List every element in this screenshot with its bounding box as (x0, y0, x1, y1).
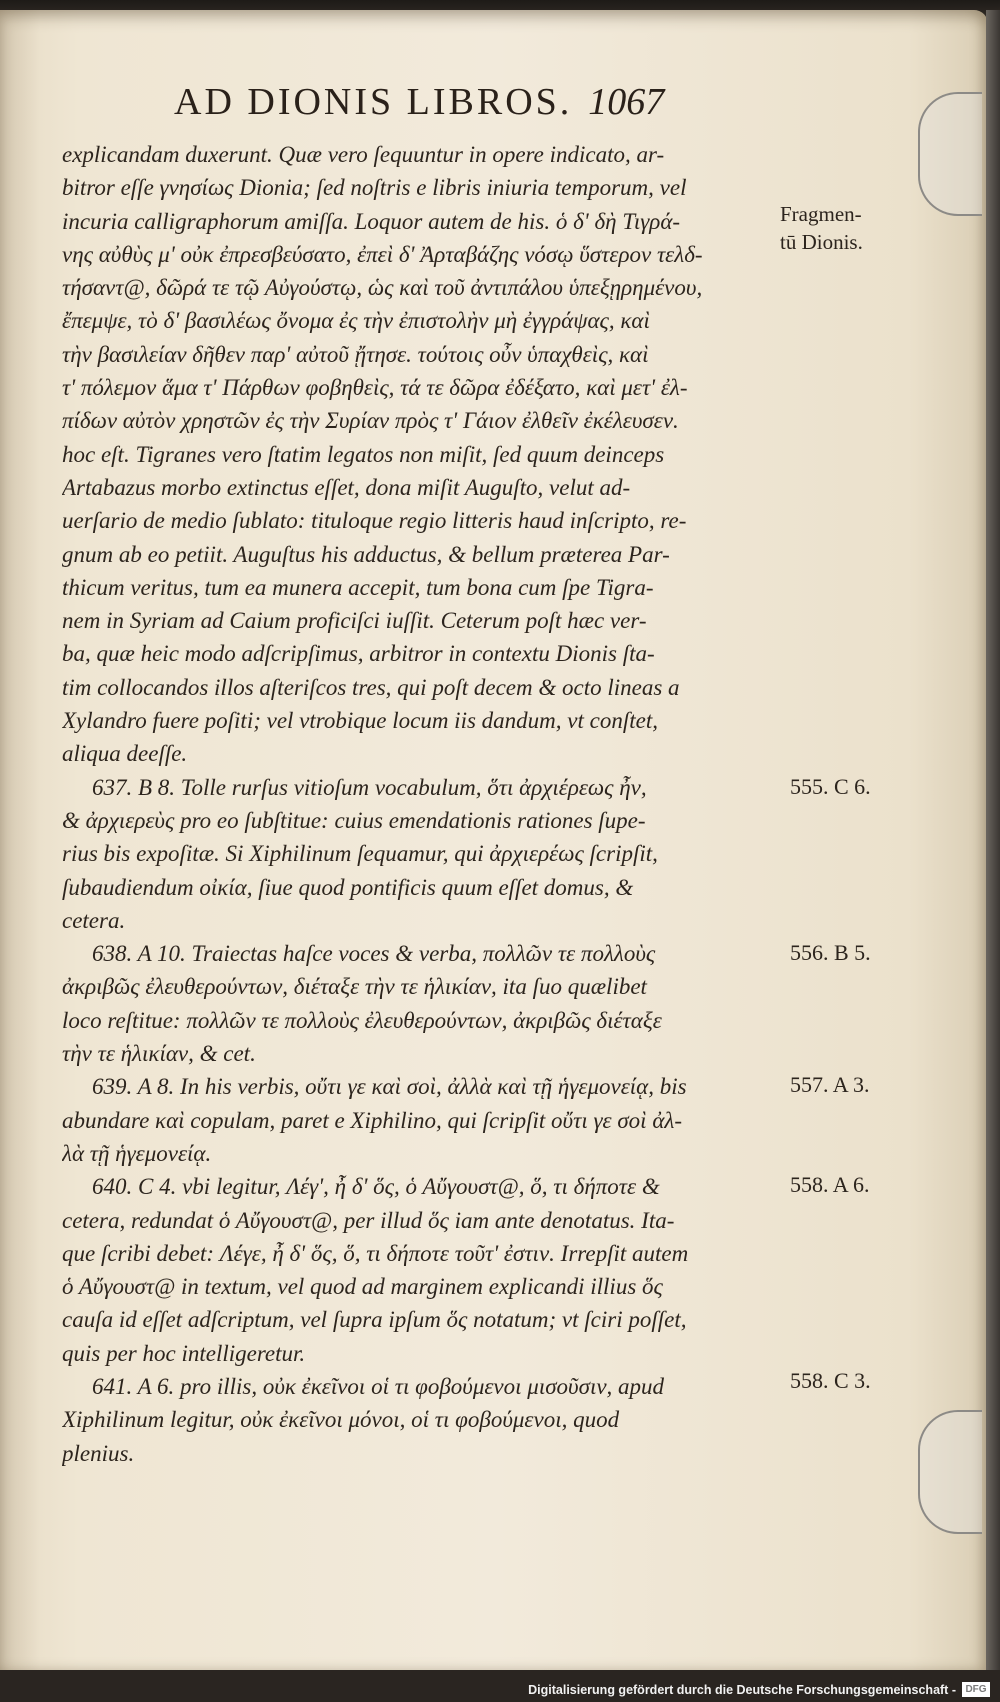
text-line: explicandam duxerunt. Quæ vero ſequuntur in opere indicato, ar- (62, 142, 665, 167)
text-line: gnum ab eo petiit. Auguſtus his adductus, & bellum præterea Par- (62, 541, 670, 567)
text-line: abundare καὶ copulam, paret e Xiphilino, qui ſcripſit οὔτι γε σοὶ ἀλ- (62, 1107, 683, 1133)
note-638-start: 638. A 10. Traiectas haſce voces & verba, πολλῶν τε πολλοὺς (92, 941, 656, 967)
text-line: Xiphilinum legitur, οὐκ ἐκεῖνοι μόνοι, οἱ τι φοβούμενοι, quod (62, 1407, 620, 1433)
text-line: ba, quæ heic modo adſcripſimus, arbitror in contextu Dionis ſta- (62, 641, 655, 667)
text-line: loco reſtitue: πολλῶν τε πολλοὺς ἐλευθερούντων, ἀκριβῶς διέταξε (62, 1007, 662, 1033)
text-line: uerſario de medio ſublato: tituloque regio litteris haud inſcripto, re- (62, 508, 687, 534)
note-640-start: 640. C 4. vbi legitur, Λέγ', ἦ δ' ὅς, ὁ Αὔγουστ@, ὅ, τι δήποτε & (92, 1174, 660, 1200)
text-line: incuria calligraphorum amiſſa. Loquor autem de his. ὁ δ' δὴ Τιγρά- (62, 208, 681, 234)
dfg-logo-icon: DFG (962, 1682, 990, 1697)
text-line-greek: νης αὐθὺς μ' οὐκ ἐπρεσβεύσατο, ἐπεὶ δ' Ἀρταβάζης νόσῳ ὕστερον τελδ- (62, 241, 703, 267)
text-line: τὴν τε ἡλικίαν, & cet. (62, 1041, 256, 1067)
margin-ref-640: 558. A 6. (790, 1172, 870, 1197)
text-line-greek: τ' πόλεμον ἅμα τ' Πάρθων φοβηθεὶς, τά τε δῶρα ἐδέξατο, καὶ μετ' ἐλ- (62, 375, 688, 401)
margin-ref-638: 556. B 5. (790, 940, 871, 965)
book-edge (986, 10, 1000, 1670)
running-header (174, 80, 794, 130)
text-line: bitror eſſe γνησίως Dionia; ſed noſtris e libris iniuria temporum, vel (62, 175, 687, 201)
text-line: Xylandro fuere poſiti; vel vtrobique locum iis dandum, vt conſtet, (62, 708, 658, 734)
margin-ref-639: 557. A 3. (790, 1072, 870, 1097)
gutter-shadow (0, 10, 40, 1670)
text-line: rius bis expoſitæ. Si Xiphilinum ſequamur, qui ἀρχιερέως ſcripſit, (62, 841, 658, 867)
text-line: ὁ Αὔγουστ@ in textum, vel quod ad marginem explicandi illius ὅς (62, 1274, 663, 1300)
text-line: Artabazus morbo extinctus eſſet, dona miſit Auguſto, velut ad- (62, 474, 631, 500)
text-line: ſubaudiendum οἰκία, ſiue quod pontificis quum eſſet domus, & (62, 874, 634, 900)
text-line-greek: τὴν βασιλείαν δῆθεν παρ' αὐτοῦ ᾔτησε. τούτοις οὖν ὑπαχθεὶς, καὶ (62, 341, 649, 367)
page-clip-top (918, 92, 982, 216)
text-line: quis per hoc intelligeretur. (62, 1340, 306, 1366)
text-line: cauſa id eſſet adſcriptum, vel ſupra ipſum ὅς notatum; vt ſciri poſſet, (62, 1307, 687, 1333)
text-line: que ſcribi debet: Λέγε, ἦ δ' ὅς, ὅ, τι δήποτε τοῦτ' ἐστιν. Irrepſit autem (62, 1240, 689, 1266)
note-641-start: 641. A 6. pro illis, οὐκ ἐκεῖνοι οἱ τι φοβούμενοι μισοῦσιν, apud (92, 1373, 665, 1399)
page-number: 1067 (588, 81, 665, 123)
digitization-credit: Digitalisierung gefördert durch die Deutsche Forschungsgemeinschaft - (528, 1683, 956, 1697)
note-639-start: 639. A 8. In his verbis, οὔτι γε καὶ σοὶ, ἀλλὰ καὶ τῇ ἡγεμονείᾳ, bis (92, 1074, 687, 1100)
text-line: cetera, redundat ὁ Αὔγουστ@, per illud ὅς iam ante denotatus. Ita- (62, 1207, 675, 1233)
text-line: aliqua deeſſe. (62, 741, 188, 767)
text-line: hoc eſt. Tigranes vero ſtatim legatos non miſit, ſed quum deinceps (62, 441, 665, 467)
page-clip-bottom (918, 1410, 982, 1534)
text-line: tim collocandos illos aſteriſcos tres, qui poſt decem & octo lineas a (62, 674, 680, 700)
margin-fragment-line-1: Fragmen- (780, 202, 862, 226)
margin-fragment-note (780, 200, 900, 256)
margin-ref-641: 558. C 3. (790, 1368, 871, 1393)
text-line: cetera. (62, 907, 126, 933)
text-line-greek: πίδων αὐτὸν χρηστῶν ἐς τὴν Συρίαν πρὸς τ' Γάιον ἐλθεῖν ἐκέλευσεν. (62, 408, 679, 434)
note-637-start: 637. B 8. Tolle rurſus vitioſum vocabulum, ὅτι ἀρχιέρεως ἦν, (92, 774, 647, 800)
text-line: plenius. (62, 1440, 135, 1466)
body-text (62, 138, 774, 1470)
margin-ref-637: 555. C 6. (790, 774, 871, 799)
text-line: nem in Syriam ad Caium proficiſci iuſſit. Ceterum poſt hæc ver- (62, 608, 647, 634)
text-line: ἀκριβῶς ἐλευθερούντων, διέταξε τὴν τε ἡλικίαν, ita ſuo quælibet (62, 974, 647, 1000)
text-line: λὰ τῇ ἡγεμονείᾳ. (62, 1140, 212, 1166)
text-line: & ἀρχιερεὺς pro eo ſubſtitue: cuius emendationis rationes ſupe- (62, 807, 646, 833)
text-line-greek: τήσαντ@, δῶρά τε τῷ Αὐγούστῳ, ὡς καὶ τοῦ ἀντιπάλου ὑπεξῃρημένου, (62, 275, 703, 301)
running-title: AD DIONIS LIBROS. (174, 81, 573, 123)
text-line: thicum veritus, tum ea munera accepit, tum bona cum ſpe Tigra- (62, 574, 654, 600)
text-line-greek: ἔπεμψε, τὸ δ' βασιλέως ὄνομα ἐς τὴν ἐπιστολὴν μὴ ἐγγράψας, καὶ (62, 308, 650, 334)
margin-fragment-line-2: tū Dionis. (780, 230, 863, 254)
